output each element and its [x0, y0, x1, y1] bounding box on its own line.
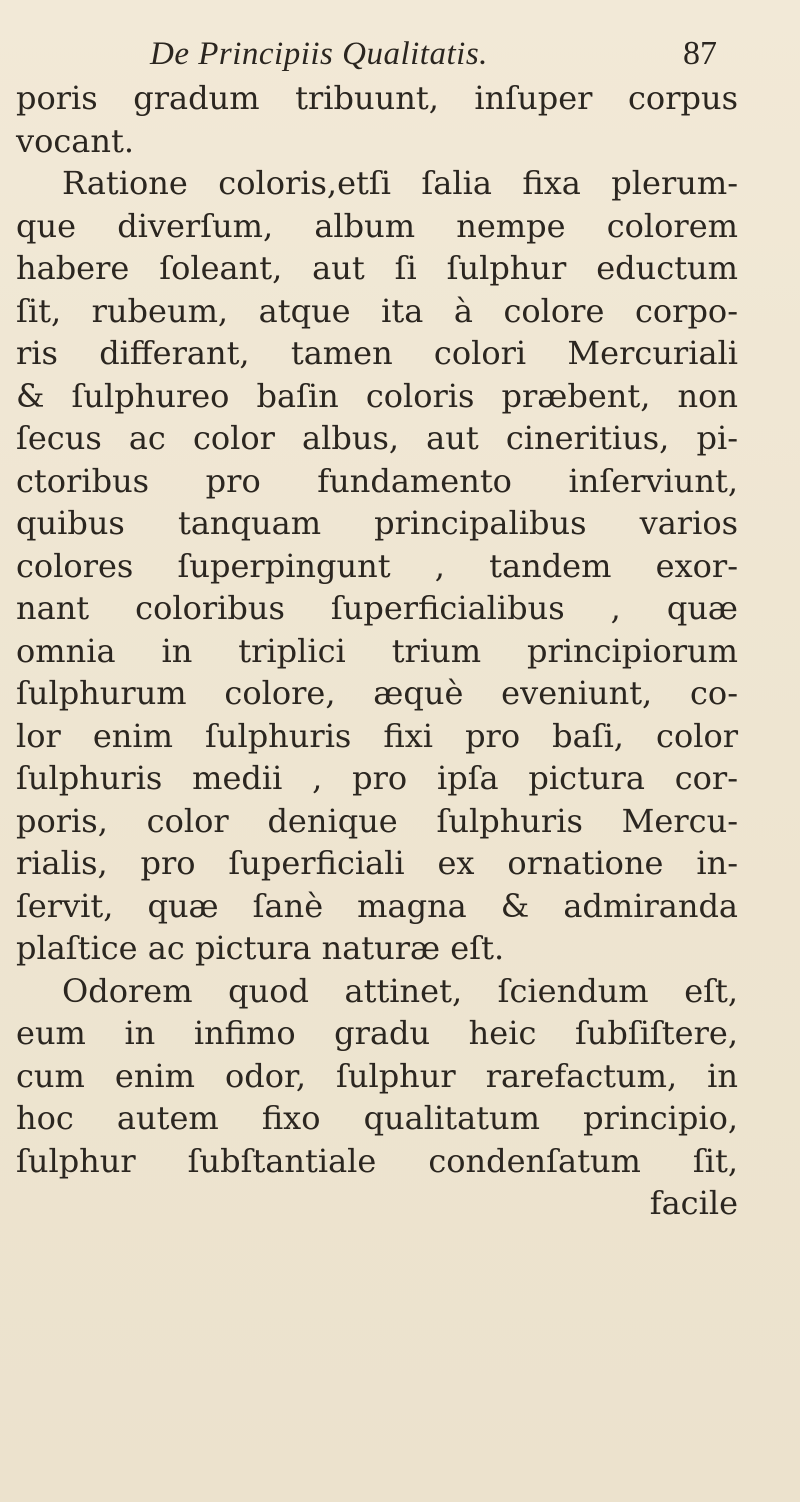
text-line: Odorem quod attinet, ſciendum eſt, — [62, 971, 738, 1010]
text-line: poris gradum tribuunt, inſuper corpus — [16, 79, 738, 117]
text-line: poris, color denique ſulphuris Mercu- — [16, 801, 738, 840]
text-line: eum in infimo gradu heic ſubſiſtere, — [16, 1014, 738, 1052]
text-line: omnia in triplici trium principiorum — [16, 631, 738, 670]
text-line: ris differant, tamen colori Mercuriali — [16, 334, 738, 372]
text-line: ſulphuris medii , pro ipſa pictura cor- — [16, 759, 738, 797]
text-line: quibus tanquam principalibus varios — [16, 504, 738, 542]
text-line: nant coloribus ſuperficialibus , quæ — [16, 589, 738, 627]
text-line: vocant. — [16, 121, 134, 160]
text-line: hoc autem fixo qualitatum principio, — [16, 1099, 738, 1137]
running-title: De Principiis Qualitatis. — [150, 36, 488, 72]
text-line: ſervit, quæ ſanè magna & admiranda — [16, 886, 738, 925]
text-line: ſecus ac color albus, aut cineritius, pi- — [16, 419, 738, 457]
body-text — [16, 77, 738, 1225]
text-line: rialis, pro ſuperficiali ex ornatione in- — [16, 844, 738, 882]
text-line: ſulphurum colore, æquè eveniunt, co- — [16, 674, 738, 712]
text-line: habere ſoleant, aut ſi ſulphur eductum — [16, 249, 738, 287]
page-header — [0, 30, 800, 82]
text-line: & ſulphureo baſin coloris præbent, non — [16, 376, 738, 415]
text-line: cum enim odor, ſulphur rarefactum, in — [16, 1056, 738, 1095]
text-line: plaſtice ac pictura naturæ eſt. — [16, 929, 505, 967]
text-line: ſit, rubeum, atque ita à colore corpo- — [16, 291, 738, 330]
text-line: ſulphur ſubſtantiale condenſatum ſit, — [16, 1141, 738, 1180]
text-line: Ratione coloris,etſi ſalia fixa plerum- — [62, 164, 738, 202]
text-line: que diverſum, album nempe colorem — [16, 206, 738, 245]
text-line: colores ſuperpingunt , tandem exor- — [16, 546, 738, 585]
text-line: ctoribus pro fundamento inſerviunt, — [16, 461, 738, 500]
catchword: facile — [649, 1184, 738, 1222]
text-line: lor enim ſulphuris fixi pro baſi, color — [16, 716, 738, 755]
page-number: 87 — [683, 35, 717, 72]
